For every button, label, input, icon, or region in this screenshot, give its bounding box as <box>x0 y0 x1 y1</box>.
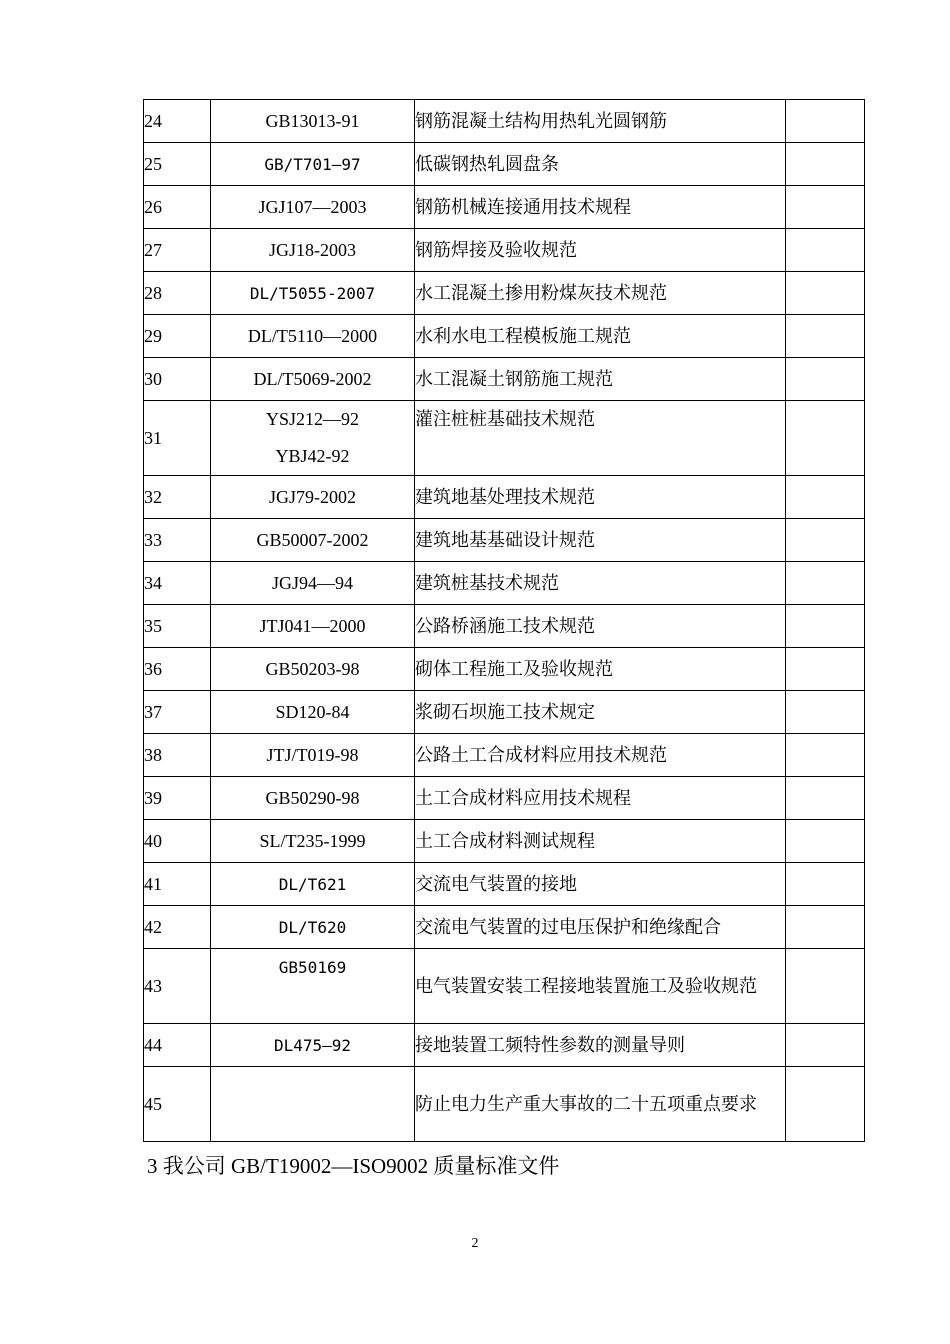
table-row <box>144 777 865 820</box>
standard-code: DL/T5110—2000 <box>211 315 415 358</box>
standard-name: 防止电力生产重大事故的二十五项重点要求 <box>415 1067 786 1142</box>
standard-name: 水工混凝土钢筋施工规范 <box>415 358 786 401</box>
row-number: 26 <box>144 186 211 229</box>
row-number: 34 <box>144 562 211 605</box>
standard-code <box>211 401 415 476</box>
standard-name: 钢筋焊接及验收规范 <box>415 229 786 272</box>
table-row <box>144 734 865 777</box>
table-row <box>144 315 865 358</box>
empty-cell <box>786 863 865 906</box>
table-row <box>144 605 865 648</box>
standard-name: 公路桥涵施工技术规范 <box>415 605 786 648</box>
empty-cell <box>786 229 865 272</box>
row-number: 25 <box>144 143 211 186</box>
row-number: 33 <box>144 519 211 562</box>
table-row <box>144 272 865 315</box>
standard-name: 灌注桩桩基础技术规范 <box>415 401 786 476</box>
row-number: 42 <box>144 906 211 949</box>
standard-code-line: YBJ42-92 <box>275 446 350 466</box>
standard-code: DL/T5069-2002 <box>211 358 415 401</box>
standard-code: JTJ041—2000 <box>211 605 415 648</box>
empty-cell <box>786 949 865 1024</box>
page-number: 2 <box>471 1236 479 1251</box>
table-row <box>144 476 865 519</box>
empty-cell <box>786 1067 865 1142</box>
table-row <box>144 562 865 605</box>
standard-code: SL/T235-1999 <box>211 820 415 863</box>
table-row <box>144 519 865 562</box>
empty-cell <box>786 820 865 863</box>
standard-code: JTJ/T019-98 <box>211 734 415 777</box>
empty-cell <box>786 186 865 229</box>
standard-name: 建筑地基基础设计规范 <box>415 519 786 562</box>
standard-code-line: GB50169 <box>278 958 347 977</box>
row-number: 37 <box>144 691 211 734</box>
standard-code: GB/T701—97 <box>211 143 415 186</box>
row-number: 39 <box>144 777 211 820</box>
standard-code-line: YSJ212—92 <box>265 409 359 429</box>
table-row <box>144 648 865 691</box>
standard-name: 公路土工合成材料应用技术规范 <box>415 734 786 777</box>
standard-name: 建筑桩基技术规范 <box>415 562 786 605</box>
row-number: 24 <box>144 100 211 143</box>
empty-cell <box>786 1024 865 1067</box>
standard-name: 交流电气装置的过电压保护和绝缘配合 <box>415 906 786 949</box>
row-number: 27 <box>144 229 211 272</box>
standard-name: 砌体工程施工及验收规范 <box>415 648 786 691</box>
table-row <box>144 100 865 143</box>
table-row <box>144 186 865 229</box>
standard-name: 钢筋机械连接通用技术规程 <box>415 186 786 229</box>
standard-code <box>211 949 415 1024</box>
standard-code: JGJ94—94 <box>211 562 415 605</box>
standard-code: JGJ107—2003 <box>211 186 415 229</box>
row-number: 29 <box>144 315 211 358</box>
table-row <box>144 1024 865 1067</box>
table-row <box>144 691 865 734</box>
empty-cell <box>786 100 865 143</box>
row-number: 43 <box>144 949 211 1024</box>
standard-code: DL/T621 <box>211 863 415 906</box>
table-row <box>144 1067 865 1142</box>
row-number: 31 <box>144 401 211 476</box>
section-heading: 3 我公司 GB/T19002—ISO9002 质量标准文件 <box>147 1154 560 1178</box>
standard-name: 交流电气装置的接地 <box>415 863 786 906</box>
row-number: 35 <box>144 605 211 648</box>
empty-cell <box>786 476 865 519</box>
empty-cell <box>786 691 865 734</box>
table-row <box>144 906 865 949</box>
row-number: 44 <box>144 1024 211 1067</box>
table-row <box>144 401 865 476</box>
table-row <box>144 229 865 272</box>
standard-code: GB50290-98 <box>211 777 415 820</box>
standard-code: JGJ79-2002 <box>211 476 415 519</box>
standard-name: 水利水电工程模板施工规范 <box>415 315 786 358</box>
empty-cell <box>786 358 865 401</box>
row-number: 38 <box>144 734 211 777</box>
standard-name: 土工合成材料测试规程 <box>415 820 786 863</box>
standard-name: 建筑地基处理技术规范 <box>415 476 786 519</box>
empty-cell <box>786 272 865 315</box>
empty-cell <box>786 605 865 648</box>
row-number: 40 <box>144 820 211 863</box>
empty-cell <box>786 315 865 358</box>
standard-code: DL/T5055-2007 <box>211 272 415 315</box>
row-number: 41 <box>144 863 211 906</box>
table-row <box>144 820 865 863</box>
table-row <box>144 358 865 401</box>
standard-name: 电气装置安装工程接地装置施工及验收规范 <box>415 949 786 1024</box>
standard-code: GB50007-2002 <box>211 519 415 562</box>
empty-cell <box>786 401 865 476</box>
table-row <box>144 863 865 906</box>
standard-name: 浆砌石坝施工技术规定 <box>415 691 786 734</box>
standard-name: 接地装置工频特性参数的测量导则 <box>415 1024 786 1067</box>
standard-code: GB13013-91 <box>211 100 415 143</box>
row-number: 28 <box>144 272 211 315</box>
standard-code: DL/T620 <box>211 906 415 949</box>
table-row <box>144 949 865 1024</box>
empty-cell <box>786 143 865 186</box>
empty-cell <box>786 906 865 949</box>
standard-code: GB50203-98 <box>211 648 415 691</box>
empty-cell <box>786 648 865 691</box>
standard-name: 水工混凝土掺用粉煤灰技术规范 <box>415 272 786 315</box>
standard-code: SD120-84 <box>211 691 415 734</box>
standard-name: 土工合成材料应用技术规程 <box>415 777 786 820</box>
standard-name: 低碳钢热轧圆盘条 <box>415 143 786 186</box>
standard-code: DL475—92 <box>211 1024 415 1067</box>
row-number: 32 <box>144 476 211 519</box>
empty-cell <box>786 734 865 777</box>
standard-code: JGJ18-2003 <box>211 229 415 272</box>
row-number: 30 <box>144 358 211 401</box>
row-number: 36 <box>144 648 211 691</box>
standard-code <box>211 1067 415 1142</box>
empty-cell <box>786 519 865 562</box>
standard-name: 钢筋混凝土结构用热轧光圆钢筋 <box>415 100 786 143</box>
table-row <box>144 143 865 186</box>
standards-table <box>143 99 865 1142</box>
empty-cell <box>786 777 865 820</box>
row-number: 45 <box>144 1067 211 1142</box>
empty-cell <box>786 562 865 605</box>
